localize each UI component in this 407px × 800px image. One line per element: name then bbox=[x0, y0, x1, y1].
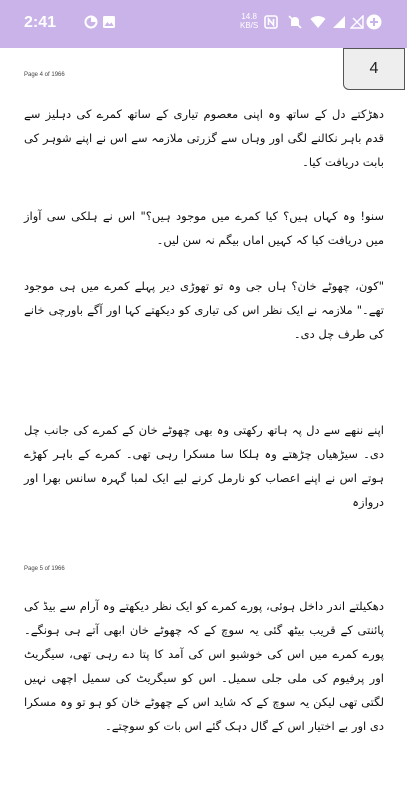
paragraph: "کون، چھوٹے خان؟ ہاں جی وہ تو تھوڑی دیر پہلے کمرے میں ہی موجود تھے۔" ملازمہ نے ایک نظر اس کی تیاری کو دیکھتے کہا اور آگے باورچی خانے کی طرف چل دی۔ bbox=[24, 279, 384, 341]
page-label: Page 5 of 1966 bbox=[24, 566, 65, 572]
network-speed-unit: KB/S bbox=[240, 21, 259, 30]
paragraph: دھڑکتے دل کے ساتھ وہ اپنی معصوم تیاری کے ساتھ کمرے کی دہلیز سے قدم باہر نکالنے لگی اور وہاں سے گزرتی ملازمہ سے اس نے اپنے شوہر کی بابت دریافت کیا۔ bbox=[24, 107, 384, 169]
battery-saver-icon bbox=[366, 14, 382, 30]
paragraph: اپنے ننھے سے دل پہ ہاتھ رکھتی وہ بھی چھوٹے خان کے کمرے کی جانب چل دی۔ سیڑھیاں چڑھتے وہ ہلکا سا مسکرا رہی تھی۔ کمرے کے باہر کھڑے ہوتے اس نے اپنے اعصاب کو نارمل کرنے لیے ایک لمبا گہرہ سانس بھرا اور دروازہ bbox=[24, 423, 384, 509]
data-saver-icon bbox=[84, 15, 98, 29]
mute-icon bbox=[288, 15, 302, 29]
nfc-icon bbox=[264, 15, 278, 29]
paragraph: سنو! وہ کہاں ہیں؟ کیا کمرے میں موجود ہیں؟" اس نے ہلکی سی آواز میں دریافت کیا کہ کہیں اماں بیگم نہ سن لیں۔ bbox=[24, 209, 384, 247]
status-time: 2:41 bbox=[24, 14, 57, 31]
page-label: Page 4 of 1966 bbox=[24, 72, 65, 78]
paragraph: دھکیلتے اندر داخل ہوئی، پورے کمرے کو ایک نظر دیکھتے وہ آرام سے بیڈ کی پائنتی کے قریب بیٹھ گئی یہ سوچ کے کہ چھوٹے خان ابھی آتے ہی ہونگے۔ پورے کمرے میں اس کی خوشبو اس کی آمد کا پتا دے رہی تھی، سیگریٹ اور پرفیوم کی ملی جلی سمیل۔ اس کو سیگریٹ کی سمیل اچھی نہیں لگتی تھی لیکن یہ سوچ کے کہ شاید اس کے چھوٹے خان کو ہو تو وہ مسکرا دی اور بے اختیار اس کے گال دہک گئے اس بات کو سوچتے۔ bbox=[24, 599, 384, 733]
wifi-icon bbox=[310, 15, 326, 29]
status-bar bbox=[0, 0, 407, 48]
network-speed bbox=[240, 12, 258, 30]
image-notification-icon bbox=[102, 15, 116, 29]
no-sim-icon bbox=[350, 15, 364, 29]
network-speed-value: 14.8 bbox=[241, 12, 257, 21]
page-number-indicator[interactable]: 4 bbox=[343, 48, 405, 90]
signal-icon bbox=[332, 15, 346, 29]
